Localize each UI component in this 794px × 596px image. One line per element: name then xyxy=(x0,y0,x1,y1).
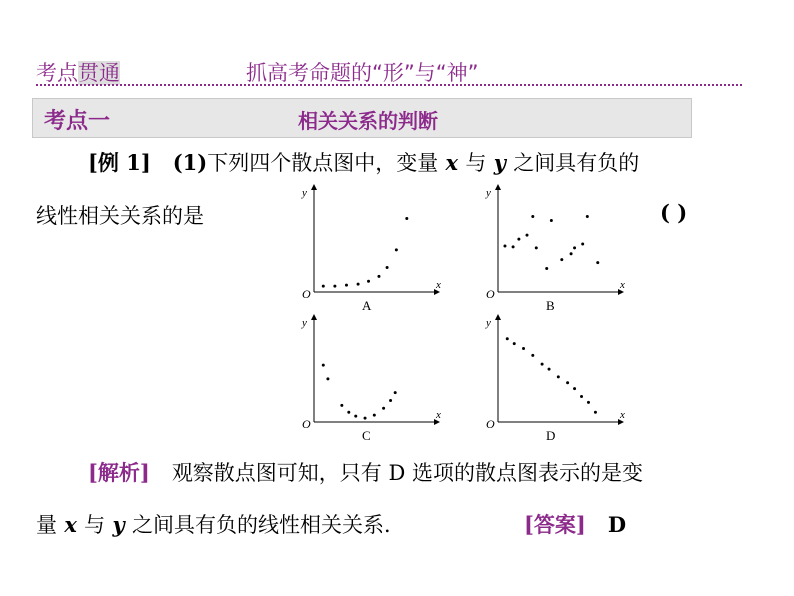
scatter-point xyxy=(531,215,534,218)
scatter-point xyxy=(506,337,509,340)
question-line-2: 线性相关关系的是 xyxy=(36,204,204,228)
x-axis-label: x xyxy=(620,409,625,421)
scatter-point xyxy=(586,215,589,218)
scatter-svg-d xyxy=(484,317,625,443)
scatter-point xyxy=(382,407,385,410)
analysis-var-y: y xyxy=(112,512,125,537)
scatter-point xyxy=(580,395,583,398)
scatter-point xyxy=(395,248,398,251)
scatter-point xyxy=(367,280,370,283)
y-axis-arrow xyxy=(311,314,317,320)
question-text-1: 下列四个散点图中，变量 xyxy=(207,151,439,175)
scatter-point xyxy=(531,354,534,357)
scatter-point xyxy=(522,347,525,350)
scatter-point xyxy=(557,375,560,378)
scatter-point xyxy=(377,275,380,278)
question-tag: [例 1] xyxy=(88,150,151,175)
analysis-text-1: 观察散点图可知，只有 D 选项的散点图表示的是变 xyxy=(171,461,643,485)
question-part: (1) xyxy=(172,150,208,175)
scatter-point xyxy=(535,246,538,249)
analysis-tag: [解析] xyxy=(88,460,150,485)
question-mid: 与 xyxy=(465,151,487,175)
answer-paren: ( ) xyxy=(660,200,688,225)
scatter-point xyxy=(354,415,357,418)
scatter-point xyxy=(389,399,392,402)
scatter-point xyxy=(322,364,325,367)
scatter-point xyxy=(322,285,325,288)
scatter-plot-c xyxy=(300,317,441,443)
origin-label: O xyxy=(302,287,311,301)
scatter-point xyxy=(503,244,506,247)
y-axis-label: y xyxy=(486,187,491,199)
scatter-point xyxy=(581,242,584,245)
topic-label: 考点一 xyxy=(44,109,111,134)
plot-title: C xyxy=(362,428,371,443)
y-axis-arrow xyxy=(495,184,501,190)
topic-title: 相关关系的判断 xyxy=(298,109,438,133)
plot-title: A xyxy=(362,298,372,313)
dotted-divider xyxy=(36,84,742,86)
scatter-point xyxy=(386,266,389,269)
analysis-line-1 xyxy=(88,457,643,487)
scatter-point xyxy=(550,219,553,222)
scatter-point xyxy=(548,368,551,371)
scatter-point xyxy=(345,284,348,287)
scatter-svg-c xyxy=(300,317,441,443)
var-x: x xyxy=(445,150,459,175)
question-line-1 xyxy=(88,147,639,177)
scatter-plot-d xyxy=(484,317,625,443)
origin-label: O xyxy=(486,417,495,431)
x-axis-label: x xyxy=(436,279,441,291)
x-axis-label: x xyxy=(436,409,441,421)
answer-tag: [答案] xyxy=(524,512,586,537)
plot-title: B xyxy=(546,298,555,313)
y-axis-label: y xyxy=(302,187,307,199)
answer-block xyxy=(524,509,626,539)
scatter-plot-a xyxy=(300,187,441,313)
scatter-point xyxy=(364,417,367,420)
answer-value: D xyxy=(607,512,627,537)
y-axis-arrow xyxy=(495,314,501,320)
section-label xyxy=(36,57,120,87)
scatter-point xyxy=(560,258,563,261)
scatter-point xyxy=(573,387,576,390)
slogan: 抓高考命题的“形”与“神” xyxy=(246,61,479,85)
y-axis-arrow xyxy=(311,184,317,190)
analysis-end: 之间具有负的线性相关关系． xyxy=(131,513,405,537)
origin-label: O xyxy=(486,287,495,301)
scatter-point xyxy=(545,267,548,270)
scatter-point xyxy=(596,261,599,264)
scatter-point xyxy=(333,285,336,288)
scatter-point xyxy=(373,414,376,417)
scatter-point xyxy=(587,401,590,404)
scatter-point xyxy=(517,238,520,241)
origin-label: O xyxy=(302,417,311,431)
scatter-point xyxy=(340,404,343,407)
scatter-point xyxy=(541,363,544,366)
scatter-svg-a xyxy=(300,187,441,313)
scatter-point xyxy=(405,217,408,220)
scatter-point xyxy=(570,252,573,255)
plot-title: D xyxy=(546,428,556,443)
analysis-line-2 xyxy=(36,509,405,539)
scatter-point xyxy=(594,411,597,414)
scatter-svg-b xyxy=(484,187,625,313)
scatter-plot-b xyxy=(484,187,625,313)
y-axis-label: y xyxy=(302,317,307,329)
analysis-mid: 与 xyxy=(84,513,106,537)
y-axis-label: y xyxy=(486,317,491,329)
x-axis-label: x xyxy=(620,279,625,291)
scatter-point xyxy=(573,246,576,249)
analysis-var-x: x xyxy=(64,512,77,537)
scatter-point xyxy=(347,411,350,414)
analysis-pre: 量 xyxy=(36,513,57,537)
scatter-point xyxy=(357,283,360,286)
scatter-point xyxy=(326,377,329,380)
scatter-point xyxy=(566,381,569,384)
scatter-point xyxy=(394,391,397,394)
scatter-point xyxy=(512,245,515,248)
question-text-end: 之间具有负的 xyxy=(513,151,640,175)
var-y: y xyxy=(493,150,506,175)
scatter-point xyxy=(526,234,529,237)
section-label-a: 考点 xyxy=(36,61,78,85)
section-label-b: 贯通 xyxy=(78,61,120,85)
scatter-point xyxy=(513,342,516,345)
